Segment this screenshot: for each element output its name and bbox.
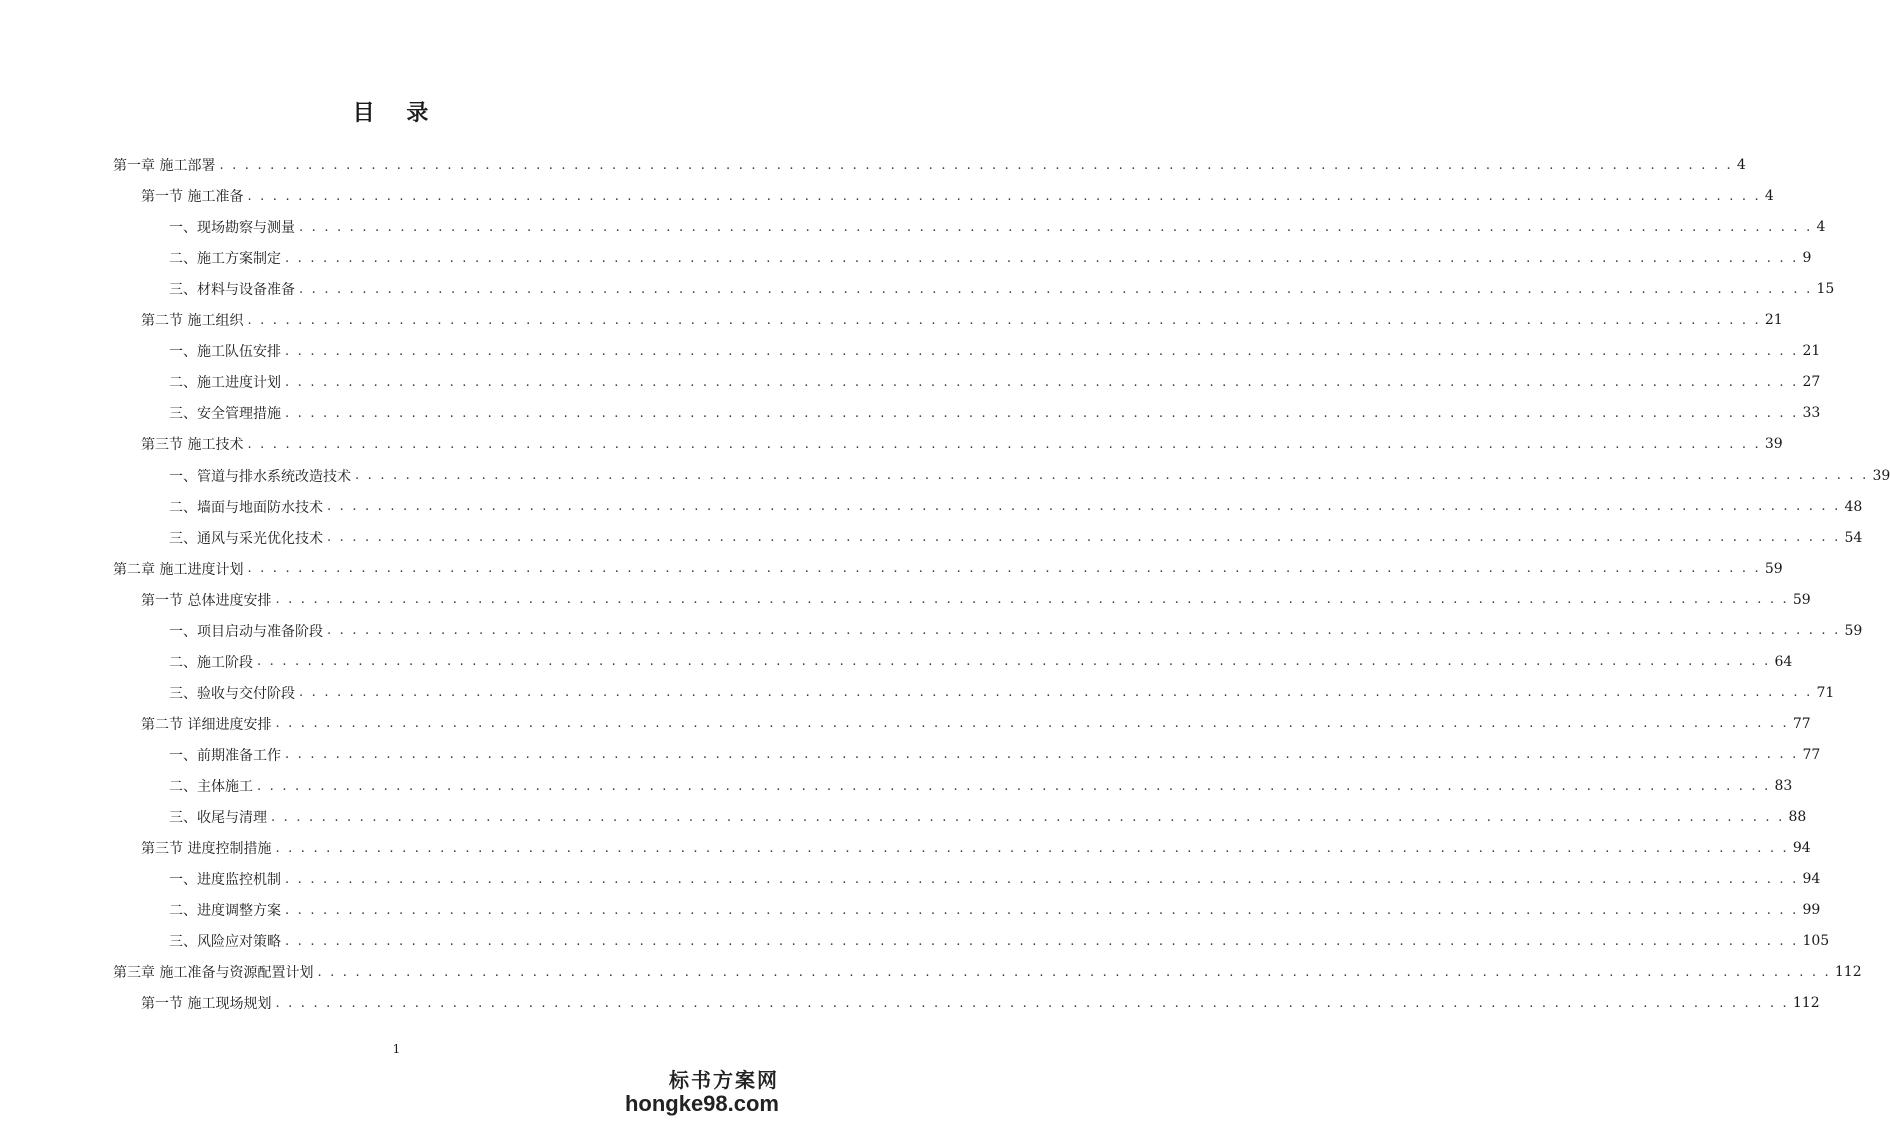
toc-leader-dots: . . . . . . . . . . . . . . . . . . . . . . . . . . . . . . . . . . . . . . . . . . . . . . . . . . . . . . . . . . . . . . . . . . . . . . . . . . . . . . . . . . . . . . . . . . . . . . . . . . . . . . . . . . . . . . . . . . . . . . . . [275,716,1789,732]
toc-entry-page: 4 [1764,188,1774,205]
toc-entry-page: 4 [1816,219,1826,236]
toc-entry-page: 64 [1774,653,1793,670]
toc-entry[interactable] [169,492,1863,522]
toc-entry-label: 第二章 施工进度计划 [113,561,244,578]
toc-entry-label: 第一章 施工部署 [113,158,216,174]
toc-entry-label: 第二节 详细进度安排 [141,716,272,733]
toc-entry-page: 9 [1802,250,1812,267]
toc-leader-dots: . . . . . . . . . . . . . . . . . . . . . . . . . . . . . . . . . . . . . . . . . . . . . . . . . . . . . . . . . . . . . . . . . . . . . . . . . . . . . . . . . . . . . . . . . . . . . . . . . . . . . . . . . . . . . . . . . . . . . . . . [299,281,1813,297]
toc-leader-dots: . . . . . . . . . . . . . . . . . . . . . . . . . . . . . . . . . . . . . . . . . . . . . . . . . . . . . . . . . . . . . . . . . . . . . . . . . . . . . . . . . . . . . . . . . . . . . . . . . . . . . . . . . . . . . . . . . . . . . . . . [257,654,1771,670]
page-number: 1 [392,1042,401,1056]
toc-entry-page: 77 [1802,746,1821,763]
toc-leader-dots: . . . . . . . . . . . . . . . . . . . . . . . . . . . . . . . . . . . . . . . . . . . . . . . . . . . . . . . . . . . . . . . . . . . . . . . . . . . . . . . . . . . . . . . . . . . . . . . . . . . . . . . . . . . . . . . . . . . . . . . . [285,747,1799,763]
toc-entry-page: 59 [1844,622,1863,639]
toc-entry-page: 77 [1792,715,1811,732]
toc-leader-dots: . . . . . . . . . . . . . . . . . . . . . . . . . . . . . . . . . . . . . . . . . . . . . . . . . . . . . . . . . . . . . . . . . . . . . . . . . . . . . . . . . . . . . . . . . . . . . . . . . . . . . . . . . . . . . . . . . . . . . . . . [285,343,1799,359]
toc-entry-page: 94 [1802,871,1821,888]
toc-entry[interactable] [141,429,1783,459]
toc-entry[interactable] [169,398,1821,428]
toc-entry-label: 第三章 施工准备与资源配置计划 [113,965,314,982]
toc-entry-label: 三、收尾与清理 [169,810,267,827]
toc-leader-dots: . . . . . . . . . . . . . . . . . . . . . . . . . . . . . . . . . . . . . . . . . . . . . . . . . . . . . . . . . . . . . . . . . . . . . . . . . . . . . . . . . . . . . . . . . . . . . . . . . . . . . . . . . . . . . . . . . . . . . . . . [285,902,1799,918]
toc-entry-page: 105 [1802,933,1830,950]
toc-entry[interactable] [169,802,1807,832]
toc-entry[interactable] [141,988,1820,1018]
toc-entry[interactable] [141,709,1811,739]
toc-entry-page: 71 [1816,684,1835,701]
toc-leader-dots: . . . . . . . . . . . . . . . . . . . . . . . . . . . . . . . . . . . . . . . . . . . . . . . . . . . . . . . . . . . . . . . . . . . . . . . . . . . . . . . . . . . . . . . . . . . . . . . . . . . . . . . . . . . . . . . . . . . . . . . . [275,995,1789,1011]
toc-leader-dots: . . . . . . . . . . . . . . . . . . . . . . . . . . . . . . . . . . . . . . . . . . . . . . . . . . . . . . . . . . . . . . . . . . . . . . . . . . . . . . . . . . . . . . . . . . . . . . . . . . . . . . . . . . . . . . . . . . . . . . . . [257,778,1771,794]
toc-entry-page: 15 [1816,281,1835,298]
toc-entry-label: 第三节 施工技术 [141,437,244,454]
toc-entry[interactable] [169,864,1821,894]
toc-entry[interactable] [113,554,1783,584]
toc-leader-dots: . . . . . . . . . . . . . . . . . . . . . . . . . . . . . . . . . . . . . . . . . . . . . . . . . . . . . . . . . . . . . . . . . . . . . . . . . . . . . . . . . . . . . . . . . . . . . . . . . . . . . . . . . . . . . . . . . . . . . . . . [247,561,1761,577]
toc-leader-dots: . . . . . . . . . . . . . . . . . . . . . . . . . . . . . . . . . . . . . . . . . . . . . . . . . . . . . . . . . . . . . . . . . . . . . . . . . . . . . . . . . . . . . . . . . . . . . . . . . . . . . . . . . . . . . . . . . . . . . . . . [219,157,1733,173]
toc-leader-dots: . . . . . . . . . . . . . . . . . . . . . . . . . . . . . . . . . . . . . . . . . . . . . . . . . . . . . . . . . . . . . . . . . . . . . . . . . . . . . . . . . . . . . . . . . . . . . . . . . . . . . . . . . . . . . . . . . . . . . . . . [285,405,1799,421]
toc-entry-page: 48 [1844,498,1863,515]
toc-entry-label: 第一节 总体进度安排 [141,592,272,609]
toc-leader-dots: . . . . . . . . . . . . . . . . . . . . . . . . . . . . . . . . . . . . . . . . . . . . . . . . . . . . . . . . . . . . . . . . . . . . . . . . . . . . . . . . . . . . . . . . . . . . . . . . . . . . . . . . . . . . . . . . . . . . . . . . [275,840,1789,856]
toc-leader-dots: . . . . . . . . . . . . . . . . . . . . . . . . . . . . . . . . . . . . . . . . . . . . . . . . . . . . . . . . . . . . . . . . . . . . . . . . . . . . . . . . . . . . . . . . . . . . . . . . . . . . . . . . . . . . . . . . . . . . . . . . [247,436,1761,452]
toc-entry-page: 59 [1792,591,1811,608]
toc-entry[interactable] [169,740,1821,770]
toc-entry-page: 39 [1872,467,1890,484]
toc-leader-dots: . . . . . . . . . . . . . . . . . . . . . . . . . . . . . . . . . . . . . . . . . . . . . . . . . . . . . . . . . . . . . . . . . . . . . . . . . . . . . . . . . . . . . . . . . . . . . . . . . . . . . . . . . . . . . . . . . . . . . . . . [247,188,1761,204]
toc-entry-page: 88 [1788,809,1807,826]
toc-leader-dots: . . . . . . . . . . . . . . . . . . . . . . . . . . . . . . . . . . . . . . . . . . . . . . . . . . . . . . . . . . . . . . . . . . . . . . . . . . . . . . . . . . . . . . . . . . . . . . . . . . . . . . . . . . . . . . . . . . . . . . . . [285,374,1799,390]
toc-entry[interactable] [169,616,1863,646]
toc-entry-label: 第一节 施工准备 [141,189,244,206]
toc-entry[interactable] [169,274,1835,304]
toc-title: 目 录 [352,100,441,126]
toc-entry[interactable] [169,243,1812,273]
toc-entry-label: 一、管道与排水系统改造技术 [169,468,351,485]
watermark-en: hongke98.com [624,1091,779,1116]
toc-entry-label: 二、施工方案制定 [169,251,281,268]
toc-entry[interactable] [169,461,1890,491]
toc-entry-label: 第二节 施工组织 [141,313,244,330]
toc-entry-label: 三、验收与交付阶段 [169,685,295,702]
toc-entry-label: 二、墙面与地面防水技术 [169,499,323,516]
watermark-logo [625,1064,779,1117]
toc-entry-page: 33 [1802,405,1821,422]
toc-entry-page: 39 [1764,436,1783,453]
toc-entry-page: 83 [1774,778,1793,794]
toc-entry[interactable] [169,771,1793,801]
toc-leader-dots: . . . . . . . . . . . . . . . . . . . . . . . . . . . . . . . . . . . . . . . . . . . . . . . . . . . . . . . . . . . . . . . . . . . . . . . . . . . . . . . . . . . . . . . . . . . . . . . . . . . . . . . . . . . . . . . . . . . . . . . . [285,871,1799,887]
toc-entry-label: 二、主体施工 [169,779,253,795]
toc-entry-page: 112 [1792,995,1820,1012]
toc-leader-dots: . . . . . . . . . . . . . . . . . . . . . . . . . . . . . . . . . . . . . . . . . . . . . . . . . . . . . . . . . . . . . . . . . . . . . . . . . . . . . . . . . . . . . . . . . . . . . . . . . . . . . . . . . . . . . . . . . . . . . . . . [327,530,1841,546]
toc-entry[interactable] [141,585,1811,615]
watermark-cn: 标书方案网 [669,1070,779,1092]
toc-leader-dots: . . . . . . . . . . . . . . . . . . . . . . . . . . . . . . . . . . . . . . . . . . . . . . . . . . . . . . . . . . . . . . . . . . . . . . . . . . . . . . . . . . . . . . . . . . . . . . . . . . . . . . . . . . . . . . . . . . . . . . . . [299,685,1813,701]
toc-entry[interactable] [113,957,1862,987]
toc-entry[interactable] [169,336,1821,366]
toc-entry-page: 94 [1792,840,1811,857]
toc-entry-label: 三、材料与设备准备 [169,282,295,299]
toc-entry-label: 第一节 施工现场规划 [141,996,272,1013]
toc-entry-label: 二、施工进度计划 [169,375,281,392]
toc-entry-page: 21 [1764,312,1783,329]
toc-entry-label: 一、施工队伍安排 [169,344,281,361]
toc-entry-label: 二、施工阶段 [169,654,253,671]
toc-entry[interactable] [141,833,1811,863]
toc-entry-label: 三、风险应对策略 [169,934,281,951]
toc-leader-dots: . . . . . . . . . . . . . . . . . . . . . . . . . . . . . . . . . . . . . . . . . . . . . . . . . . . . . . . . . . . . . . . . . . . . . . . . . . . . . . . . . . . . . . . . . . . . . . . . . . . . . . . . . . . . . . . . . . . . . . . . [247,312,1761,328]
toc-leader-dots: . . . . . . . . . . . . . . . . . . . . . . . . . . . . . . . . . . . . . . . . . . . . . . . . . . . . . . . . . . . . . . . . . . . . . . . . . . . . . . . . . . . . . . . . . . . . . . . . . . . . . . . . . . . . . . . . . . . . . . . . [327,623,1841,639]
toc-entry-label: 一、前期准备工作 [169,747,281,764]
toc-leader-dots: . . . . . . . . . . . . . . . . . . . . . . . . . . . . . . . . . . . . . . . . . . . . . . . . . . . . . . . . . . . . . . . . . . . . . . . . . . . . . . . . . . . . . . . . . . . . . . . . . . . . . . . . . . . . . . . . . . . . . . . . [317,964,1831,980]
toc-entry-label: 三、通风与采光优化技术 [169,530,323,547]
toc-entry[interactable] [169,678,1835,708]
toc-entry[interactable] [169,895,1821,925]
toc-entry-label: 二、进度调整方案 [169,903,281,920]
toc-leader-dots: . . . . . . . . . . . . . . . . . . . . . . . . . . . . . . . . . . . . . . . . . . . . . . . . . . . . . . . . . . . . . . . . . . . . . . . . . . . . . . . . . . . . . . . . . . . . . . . . . . . . . . . . . . . . . . . . . . . . . . . . [299,219,1813,235]
toc-entry-page: 21 [1802,343,1821,360]
toc-entry-page: 54 [1844,529,1863,546]
toc-leader-dots: . . . . . . . . . . . . . . . . . . . . . . . . . . . . . . . . . . . . . . . . . . . . . . . . . . . . . . . . . . . . . . . . . . . . . . . . . . . . . . . . . . . . . . . . . . . . . . . . . . . . . . . . . . . . . . . . . . . . . . . . [355,468,1869,483]
toc-entry[interactable] [169,647,1793,677]
toc-entry-label: 一、现场勘察与测量 [169,220,295,237]
toc-entry[interactable] [169,926,1830,956]
toc-leader-dots: . . . . . . . . . . . . . . . . . . . . . . . . . . . . . . . . . . . . . . . . . . . . . . . . . . . . . . . . . . . . . . . . . . . . . . . . . . . . . . . . . . . . . . . . . . . . . . . . . . . . . . . . . . . . . . . . . . . . . . . . [271,809,1785,825]
toc-entry[interactable] [141,305,1783,335]
toc-leader-dots: . . . . . . . . . . . . . . . . . . . . . . . . . . . . . . . . . . . . . . . . . . . . . . . . . . . . . . . . . . . . . . . . . . . . . . . . . . . . . . . . . . . . . . . . . . . . . . . . . . . . . . . . . . . . . . . . . . . . . . . . [285,250,1799,266]
toc-entry-page: 99 [1802,902,1821,919]
toc-entry-page: 27 [1802,374,1821,391]
toc-entry-label: 一、项目启动与准备阶段 [169,623,323,640]
toc-entry-page: 4 [1736,157,1746,173]
toc-entry-page: 112 [1834,964,1862,981]
toc-entry[interactable] [169,523,1863,553]
toc-entry[interactable] [169,367,1821,397]
toc-leader-dots: . . . . . . . . . . . . . . . . . . . . . . . . . . . . . . . . . . . . . . . . . . . . . . . . . . . . . . . . . . . . . . . . . . . . . . . . . . . . . . . . . . . . . . . . . . . . . . . . . . . . . . . . . . . . . . . . . . . . . . . . [275,592,1789,608]
toc-leader-dots: . . . . . . . . . . . . . . . . . . . . . . . . . . . . . . . . . . . . . . . . . . . . . . . . . . . . . . . . . . . . . . . . . . . . . . . . . . . . . . . . . . . . . . . . . . . . . . . . . . . . . . . . . . . . . . . . . . . . . . . . [327,499,1841,515]
toc-entry-label: 一、进度监控机制 [169,872,281,889]
toc-entry-label: 第三节 进度控制措施 [141,841,272,858]
toc-entry-label: 三、安全管理措施 [169,406,281,423]
toc-entry[interactable] [169,212,1826,242]
toc-leader-dots: . . . . . . . . . . . . . . . . . . . . . . . . . . . . . . . . . . . . . . . . . . . . . . . . . . . . . . . . . . . . . . . . . . . . . . . . . . . . . . . . . . . . . . . . . . . . . . . . . . . . . . . . . . . . . . . . . . . . . . . . [285,933,1799,949]
toc-entry[interactable] [113,150,1746,180]
toc-entry-page: 59 [1764,560,1783,577]
toc-entry[interactable] [141,181,1774,211]
